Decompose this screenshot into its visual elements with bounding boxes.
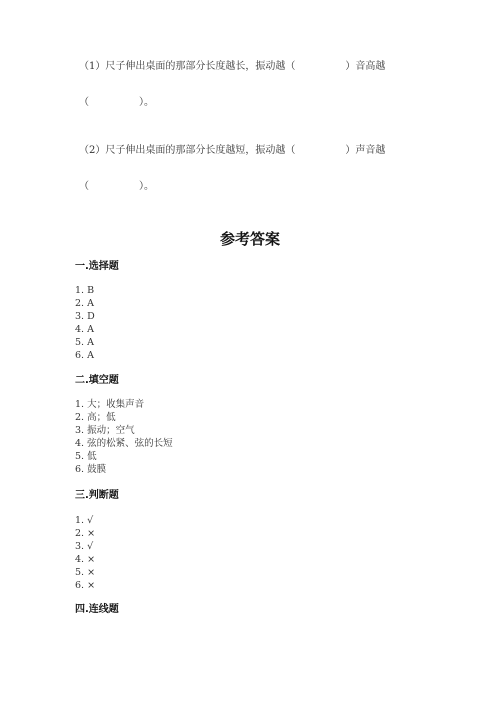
section-heading-fill: 二.填空题 <box>75 375 119 386</box>
choice-answer-list <box>75 284 95 362</box>
list-item: 3. √ <box>75 541 94 552</box>
answer-key-title: 参考答案 <box>219 230 280 248</box>
question-1-line-1: （1）尺子伸出桌面的那部分长度越长，振动越（ ）音高越 <box>79 61 386 72</box>
list-item: 6. A <box>75 350 94 361</box>
section-heading-match: 四.连线题 <box>75 604 119 615</box>
list-item: 5. 低 <box>75 451 97 462</box>
question-2-line-2: （ ）。 <box>79 181 154 192</box>
list-item: 2. × <box>75 528 96 539</box>
list-item: 2. A <box>75 298 94 309</box>
list-item: 4. 弦的松紧、弦的长短 <box>75 438 173 449</box>
list-item: 6. 鼓膜 <box>75 464 107 475</box>
list-item: 1. 大；收集声音 <box>75 399 145 410</box>
list-item: 2. 高；低 <box>75 412 116 423</box>
list-item: 3. 振动；空气 <box>75 425 135 436</box>
list-item: 4. A <box>75 324 94 335</box>
fill-answer-list <box>75 398 173 476</box>
section-heading-choice: 一.选择题 <box>75 261 119 272</box>
list-item: 5. × <box>75 567 96 578</box>
list-item: 5. A <box>75 337 94 348</box>
list-item: 4. × <box>75 554 96 565</box>
list-item: 1. √ <box>75 515 94 526</box>
list-item: 6. × <box>75 580 96 591</box>
question-2-line-1: （2）尺子伸出桌面的那部分长度越短，振动越（ ）声音越 <box>79 145 386 156</box>
section-heading-judge: 三.判断题 <box>75 490 119 501</box>
list-item: 1. B <box>75 285 95 296</box>
list-item: 3. D <box>75 311 95 322</box>
judge-answer-list <box>75 514 95 592</box>
question-1-line-2: （ ）。 <box>79 97 154 108</box>
